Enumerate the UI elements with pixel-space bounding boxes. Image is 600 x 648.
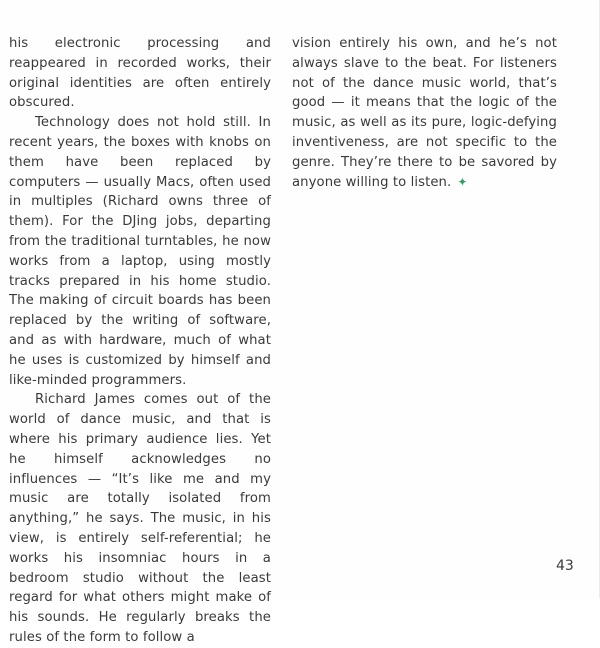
right-text-column: [292, 34, 557, 192]
page-number: 43: [556, 558, 574, 574]
paragraph-vision: [292, 34, 557, 192]
paragraph-vision-text: vision entirely his own, and he’s not always slave to the beat. For listeners not of the dance music world, that’s good — it means that the logic of the music, as well as its pure, logic-defying inventiveness, are not specific to the genre. They’re there to be savored by anyone willing to listen.: [292, 36, 557, 190]
paragraph-richard-james: Richard James comes out of the world of dance music, and that is where his primary audience lies. Yet he himself acknowledges no influences — “It’s like me and my music are totally isolated from anything,” he says. The music, in his view, is entirely self-referential; he works his insomniac hours in a bedroom studio without the least regard for what others might make of his sounds. He regularly breaks the rules of the form to follow a: [9, 392, 271, 645]
paragraph-continued: his electronic processing and reappeared in recorded works, their original identities are often entirely obscured.: [9, 36, 271, 111]
paragraph-technology: Technology does not hold still. In recent years, the boxes with knobs on them have been replaced by computers — usually Macs, often used in multiples (Richard owns three of them). For the DJing jobs, departing from the traditional turntables, he now works from a laptop, using mostly tracks prepared in his home studio. The making of circuit boards has been replaced by the writing of software, and as with hardware, much of what he uses is customized by himself and like-minded programmers.: [9, 115, 271, 388]
end-of-article-icon: ✦: [457, 174, 468, 189]
left-text-column: [9, 34, 271, 648]
